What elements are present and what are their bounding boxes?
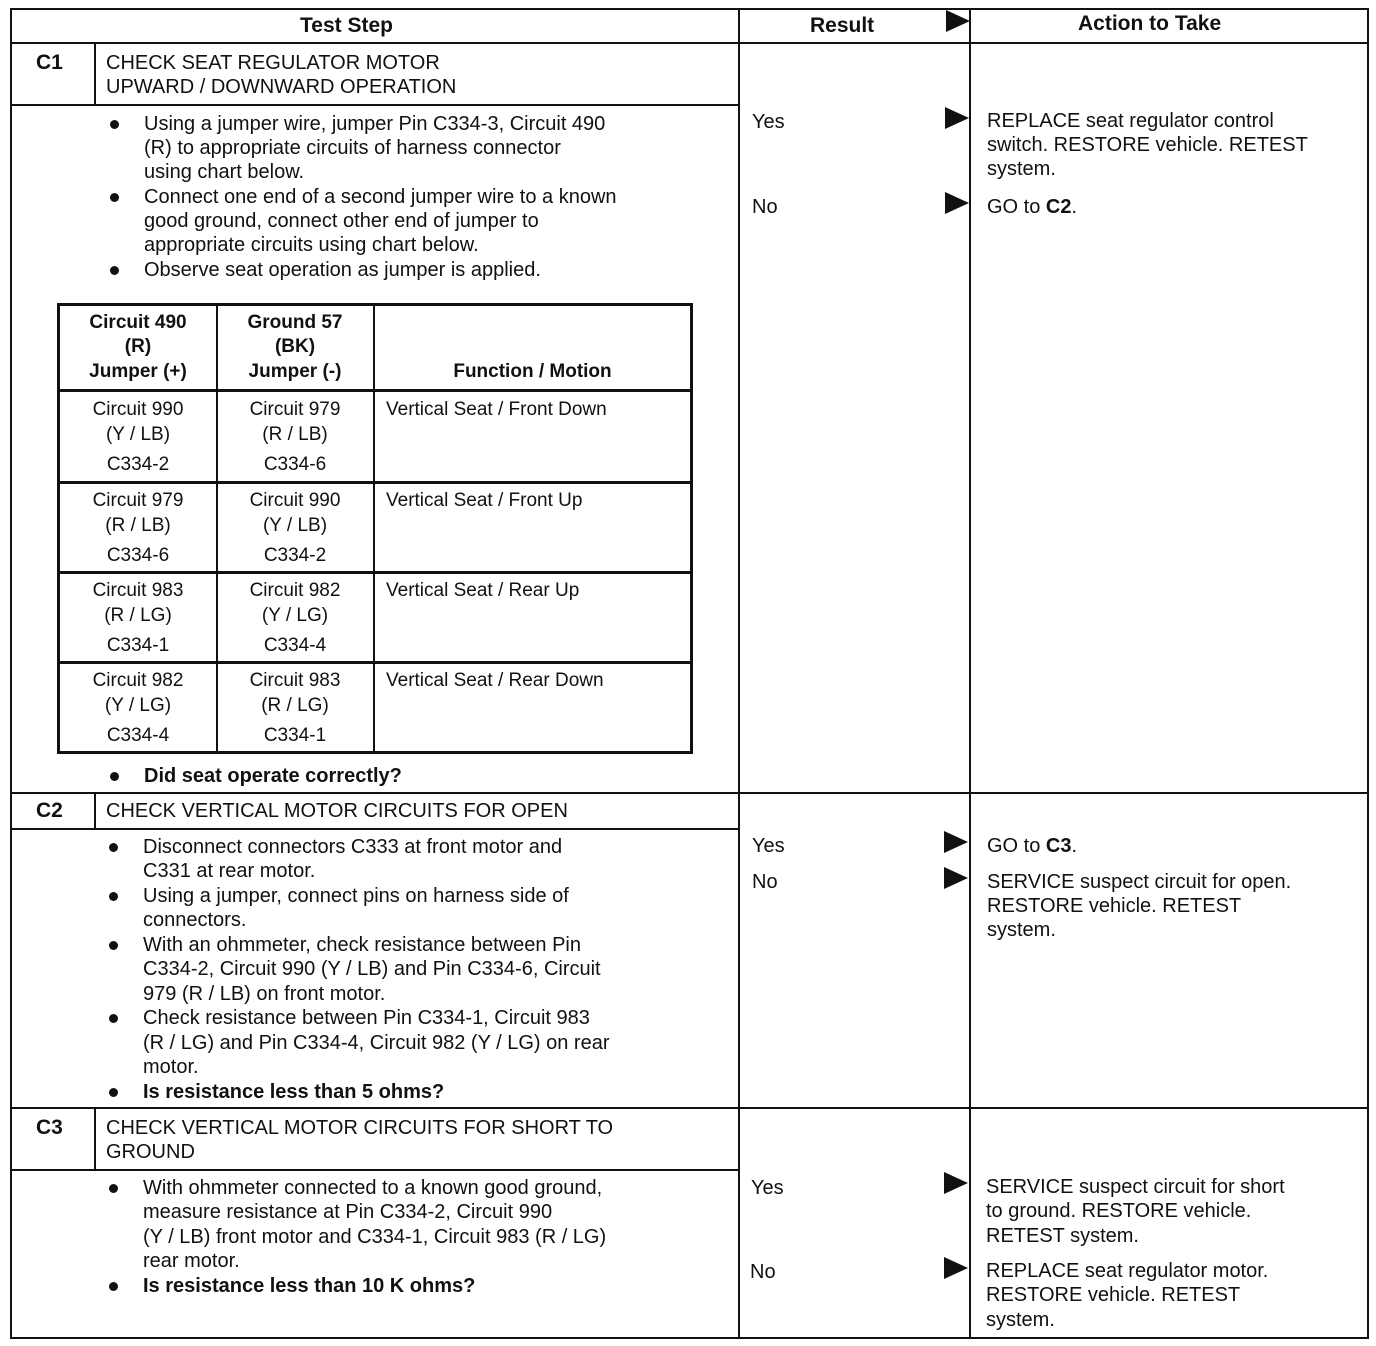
chart-cell: Circuit 982 [249,580,341,601]
c2-bullet-line: Disconnect connectors C333 at front motor and [143,836,563,858]
chart-cell: Circuit 983 [92,580,184,601]
c2-action-yes: GO to C3. [987,835,1078,857]
chart-cell: C334-2 [106,454,170,475]
chart-header-minus: Ground 57 [247,312,343,333]
c2-bullet-line: motor. [143,1056,199,1078]
chart-cell: (R / LG) [261,695,329,716]
bullet-icon [109,1014,118,1023]
chart-cell: C334-4 [106,725,170,746]
c2-bullet-line: C331 at rear motor. [143,860,316,882]
c3-action-yes-line: RETEST system. [986,1225,1139,1247]
c1-result-no: No [752,196,778,218]
chart-header-function: Function / Motion [453,361,612,382]
c1-action-no: GO to C2. [987,196,1078,218]
c1-id-divider [94,43,96,105]
c2-bullet-line: With an ohmmeter, check resistance between Pin [143,934,581,956]
c1-bullet-line: appropriate circuits using chart below. [144,234,479,256]
chart-cell-function: Vertical Seat / Rear Down [386,670,604,691]
c1-title-line: CHECK SEAT REGULATOR MOTOR [106,52,440,74]
chart-row-divider [60,571,690,574]
c1-action-yes-line: switch. RESTORE vehicle. RETEST [987,134,1308,156]
c1-result-yes: Yes [752,111,785,133]
c3-title-line: GROUND [106,1141,195,1163]
chart-cell: Circuit 990 [92,399,184,420]
c1-title-divider [10,104,738,106]
c1-action-yes-line: system. [987,158,1056,180]
chart-header-plus: (R) [124,336,152,357]
c1-bullet-line: Using a jumper wire, jumper Pin C334-3, Circuit 490 [144,113,606,135]
bullet-icon [109,1088,118,1097]
c3-result-yes: Yes [751,1177,784,1199]
bullet-icon [109,1282,118,1291]
c3-top-divider [10,1107,1369,1109]
chart-cell: Circuit 990 [249,490,341,511]
c2-question: Is resistance less than 5 ohms? [143,1081,445,1103]
chart-cell: (Y / LG) [104,695,172,716]
action-column-divider [969,8,971,1339]
bullet-icon [109,941,118,950]
chart-cell: C334-6 [263,454,327,475]
c3-action-no-line: system. [986,1309,1055,1331]
chart-cell: Circuit 982 [92,670,184,691]
c1-title-line: UPWARD / DOWNWARD OPERATION [106,76,457,98]
result-arrow-icon [945,107,969,129]
c1-bullet-line: good ground, connect other end of jumper to [144,210,539,232]
chart-cell: C334-1 [106,635,170,656]
c3-action-yes-line: SERVICE suspect circuit for short [986,1176,1285,1198]
c1-bullet-line: Observe seat operation as jumper is applied. [144,259,541,281]
bullet-icon [109,892,118,901]
bullet-icon [109,1184,118,1193]
chart-cell: C334-1 [263,725,327,746]
chart-cell: Circuit 979 [249,399,341,420]
chart-cell: C334-4 [263,635,327,656]
chart-cell: (Y / LB) [262,515,328,536]
header-action: Action to Take [1078,12,1222,35]
c3-action-no-line: REPLACE seat regulator motor. [986,1260,1269,1282]
c2-bullet-line: 979 (R / LB) on front motor. [143,983,386,1005]
c1-action-yes-line: REPLACE seat regulator control [987,110,1274,132]
chart-cell: Circuit 979 [92,490,184,511]
c3-bullet-line: With ohmmeter connected to a known good ground, [143,1177,603,1199]
c2-bullet-line: C334-2, Circuit 990 (Y / LB) and Pin C334-6, Circuit [143,958,601,980]
c3-result-no: No [750,1261,776,1283]
c2-action-no-line: RESTORE vehicle. RETEST [987,895,1242,917]
c2-action-no-line: SERVICE suspect circuit for open. [987,871,1292,893]
c2-result-yes: Yes [752,835,785,857]
chart-cell: (R / LB) [262,424,328,445]
c2-top-divider [10,792,1369,794]
c3-action-no-line: RESTORE vehicle. RETEST [986,1284,1241,1306]
header-test-step: Test Step [300,14,393,37]
step-id-c1: C1 [36,51,63,74]
c3-bullet-line: rear motor. [143,1250,240,1272]
c3-id-divider [94,1108,96,1170]
chart-cell-function: Vertical Seat / Rear Up [386,580,580,601]
c2-title-line: CHECK VERTICAL MOTOR CIRCUITS FOR OPEN [106,800,568,822]
chart-cell: (Y / LB) [105,424,171,445]
chart-cell: C334-6 [106,545,170,566]
bullet-icon [110,266,119,275]
c2-id-divider [94,793,96,829]
c3-bullet-line: (Y / LB) front motor and C334-1, Circuit 983 (R / LG) [143,1226,607,1248]
step-id-c3: C3 [36,1116,63,1139]
bullet-icon [109,843,118,852]
c2-bullet-line: connectors. [143,909,247,931]
result-arrow-icon [944,831,968,853]
chart-cell: (Y / LG) [261,605,329,626]
c2-bullet-line: Using a jumper, connect pins on harness side of [143,885,569,907]
c1-bullet-line: Connect one end of a second jumper wire to a known [144,186,617,208]
c3-action-yes-line: to ground. RESTORE vehicle. [986,1200,1252,1222]
chart-cell: C334-2 [263,545,327,566]
chart-row-divider [60,661,690,664]
chart-header-minus: Jumper (-) [248,361,342,382]
c2-title-divider [10,828,738,830]
chart-header-minus: (BK) [274,336,316,357]
result-arrow-icon [946,10,970,32]
chart-header-plus: Circuit 490 [89,312,187,333]
c2-result-no: No [752,871,778,893]
chart-header-plus: Jumper (+) [89,361,187,382]
header-result: Result [810,14,875,37]
chart-cell-function: Vertical Seat / Front Up [386,490,583,511]
bullet-icon [110,120,119,129]
c1-question: Did seat operate correctly? [144,765,402,787]
bullet-icon [110,772,119,781]
c2-bullet-line: Check resistance between Pin C334-1, Circuit 983 [143,1007,590,1029]
chart-row-divider [60,389,690,392]
c1-bullet-line: (R) to appropriate circuits of harness connector [144,137,561,159]
bullet-icon [110,193,119,202]
chart-row-divider [60,481,690,484]
c3-bullet-line: measure resistance at Pin C334-2, Circuit 990 [143,1201,553,1223]
chart-cell: (R / LB) [105,515,171,536]
chart-cell: Circuit 983 [249,670,341,691]
c2-action-no-line: system. [987,919,1056,941]
c3-title-divider [10,1169,738,1171]
c3-title-line: CHECK VERTICAL MOTOR CIRCUITS FOR SHORT TO [106,1117,614,1139]
chart-cell-function: Vertical Seat / Front Down [386,399,607,420]
step-id-c2: C2 [36,799,63,822]
header-divider [10,42,1369,44]
c2-bullet-line: (R / LG) and Pin C334-4, Circuit 982 (Y / LG) on rear [143,1032,610,1054]
chart-cell: (R / LG) [104,605,172,626]
result-arrow-icon [945,192,969,214]
result-column-divider [738,8,740,1339]
result-arrow-icon [944,1172,968,1194]
result-arrow-icon [944,867,968,889]
c1-bullet-line: using chart below. [144,161,305,183]
c3-question: Is resistance less than 10 K ohms? [143,1275,476,1297]
result-arrow-icon [944,1257,968,1279]
